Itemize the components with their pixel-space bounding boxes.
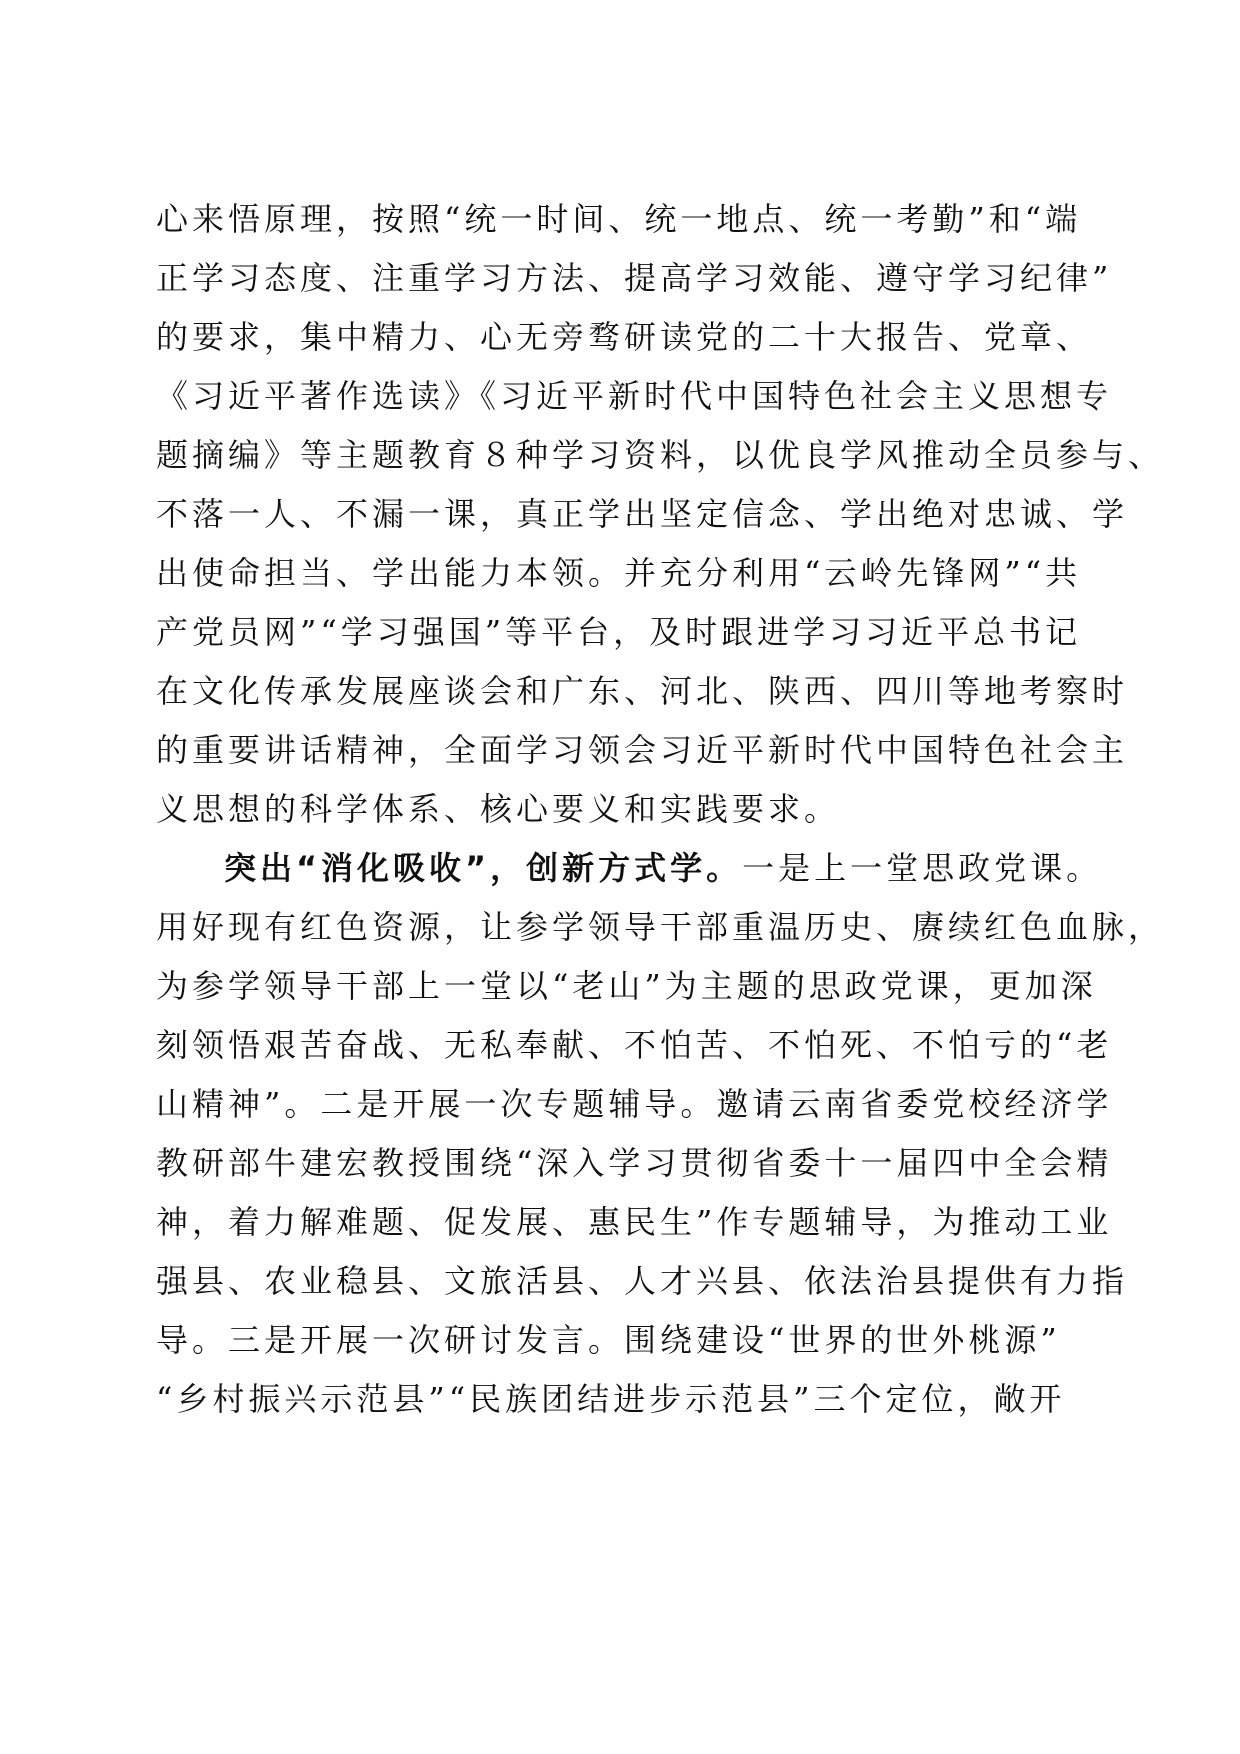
paragraph-first-line <box>156 839 1103 898</box>
text-line: 《习近平著作选读》《习近平新时代中国特色社会主义思想专 <box>156 377 1113 415</box>
text-line: 产党员网”“学习强国”等平台，及时跟进学习习近平总书记 <box>156 613 1082 651</box>
text-line: 刻领悟艰苦奋战、无私奉献、不怕苦、不怕死、不怕亏的“老 <box>156 1026 1113 1064</box>
text-line: 山精神”。二是开展一次专题辅导。邀请云南省委党校经济学 <box>156 1085 1113 1123</box>
text-line: 强县、农业稳县、文旅活县、人才兴县、依法治县提供有力指 <box>156 1262 1129 1300</box>
text-line: 用好现有红色资源，让参学领导干部重温历史、赓续红色血脉， <box>156 908 1165 946</box>
text-line: 不落一人、不漏一课，真正学出坚定信念、学出绝对忠诚、学 <box>156 495 1129 533</box>
text-line: 义思想的科学体系、核心要义和实践要求。 <box>156 790 841 828</box>
text-line: 正学习态度、注重学习方法、提高学习效能、遵守学习纪律” <box>156 259 1113 297</box>
document-body <box>156 190 1165 1429</box>
text-line: “乡村振兴示范县”“民族团结进步示范县”三个定位，敞开 <box>156 1380 1066 1418</box>
text-line: 神，着力解难题、促发展、惠民生”作专题辅导，为推动工业 <box>156 1203 1113 1241</box>
text-line: 的要求，集中精力、心无旁骛研读党的二十大报告、党章、 <box>156 318 1093 356</box>
text-line: 导。三是开展一次研讨发言。围绕建设“世界的世外桃源” <box>156 1321 1061 1359</box>
paragraph-first-line-text: 一是上一堂思政党课。 <box>742 849 1103 887</box>
text-line: 的重要讲话精神，全面学习领会习近平新时代中国特色社会主 <box>156 731 1129 769</box>
paragraph-heading: 突出“消化吸收”，创新方式学。 <box>224 849 743 887</box>
text-line: 在文化传承发展座谈会和广东、河北、陕西、四川等地考察时 <box>156 672 1129 710</box>
text-line: 教研部牛建宏教授围绕“深入学习贯彻省委十一届四中全会精 <box>156 1144 1113 1182</box>
text-line: 为参学领导干部上一堂以“老山”为主题的思政党课，更加深 <box>156 967 1097 1005</box>
text-line: 心来悟原理，按照“统一时间、统一地点、统一考勤”和“端 <box>156 200 1082 238</box>
text-line: 题摘编》等主题教育８种学习资料，以优良学风推动全员参与、 <box>156 436 1165 474</box>
text-line: 出使命担当、学出能力本领。并充分利用“云岭先锋网”“共 <box>156 554 1082 592</box>
